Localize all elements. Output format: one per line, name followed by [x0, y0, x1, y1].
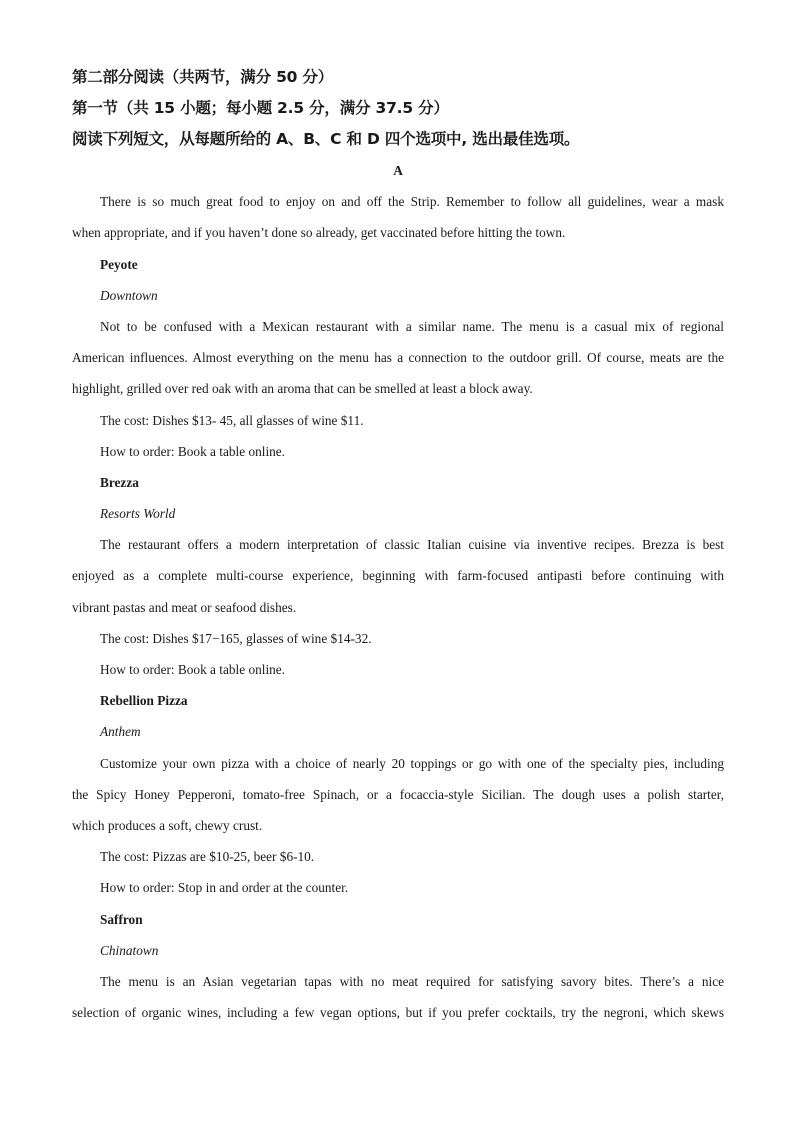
description-line: Customize your own pizza with a choice of nearly 20 toppings or go with one of the specialty pies, including [100, 755, 724, 771]
description-line: selection of organic wines, including a few vegan options, but if you prefer cocktails, try the negroni, which skews [72, 1005, 724, 1021]
section-heading: 第一节（共 15 小题；每小题 2.5 分，满分 37.5 分） [72, 99, 449, 117]
description-line: American influences. Almost everything on the menu has a connection to the outdoor grill. Of course, meats are the [72, 350, 724, 366]
description-line: the Spicy Honey Pepperoni, tomato-free Spinach, or a focaccia-style Sicilian. The dough uses a polish starter, [72, 786, 724, 802]
description-line: vibrant pastas and meat or seafood dishes. [72, 599, 297, 615]
restaurant-order: How to order: Stop in and order at the counter. [100, 880, 349, 896]
restaurant-location: Downtown [100, 287, 158, 303]
restaurant-name: Brezza [100, 474, 139, 490]
description-line: The restaurant offers a modern interpretation of classic Italian cuisine via inventive recipes. Brezza is best [100, 537, 724, 553]
restaurant-cost: The cost: Dishes $13- 45, all glasses of wine $11. [100, 412, 364, 428]
intro-line: when appropriate, and if you haven’t done so already, get vaccinated before hitting the town. [72, 225, 566, 241]
passage-label: A [393, 163, 403, 178]
restaurant-location: Anthem [100, 724, 141, 740]
description-line: enjoyed as a complete multi-course experience, beginning with farm-focused antipasti before continuing with [72, 568, 724, 584]
restaurant-name: Rebellion Pizza [100, 693, 188, 709]
description-line: highlight, grilled over red oak with an aroma that can be smelled at least a block away. [72, 381, 533, 397]
intro-line: There is so much great food to enjoy on and off the Strip. Remember to follow all guidelines, wear a mask [100, 194, 724, 210]
restaurant-location: Chinatown [100, 942, 159, 958]
restaurant-cost: The cost: Pizzas are $10-25, beer $6-10. [100, 849, 315, 865]
part-heading: 第二部分阅读（共两节，满分 50 分） [72, 68, 334, 86]
restaurant-location: Resorts World [100, 506, 176, 522]
description-line: which produces a soft, chewy crust. [72, 817, 263, 833]
description-line: Not to be confused with a Mexican restaurant with a similar name. The menu is a casual mix of regional [100, 318, 724, 334]
restaurant-order: How to order: Book a table online. [100, 662, 286, 677]
restaurant-name: Peyote [100, 256, 138, 272]
restaurant-cost: The cost: Dishes $17−165, glasses of wine $14-32. [100, 630, 372, 646]
restaurant-name: Saffron [100, 911, 143, 927]
restaurant-order: How to order: Book a table online. [100, 443, 286, 459]
instructions: 阅读下列短文，从每题所给的 A、B、C 和 D 四个选项中, 选出最佳选项。 [72, 130, 580, 148]
description-line: The menu is an Asian vegetarian tapas with no meat required for satisfying savory bites. There’s a nice [100, 973, 724, 989]
document-page [72, 62, 724, 1028]
